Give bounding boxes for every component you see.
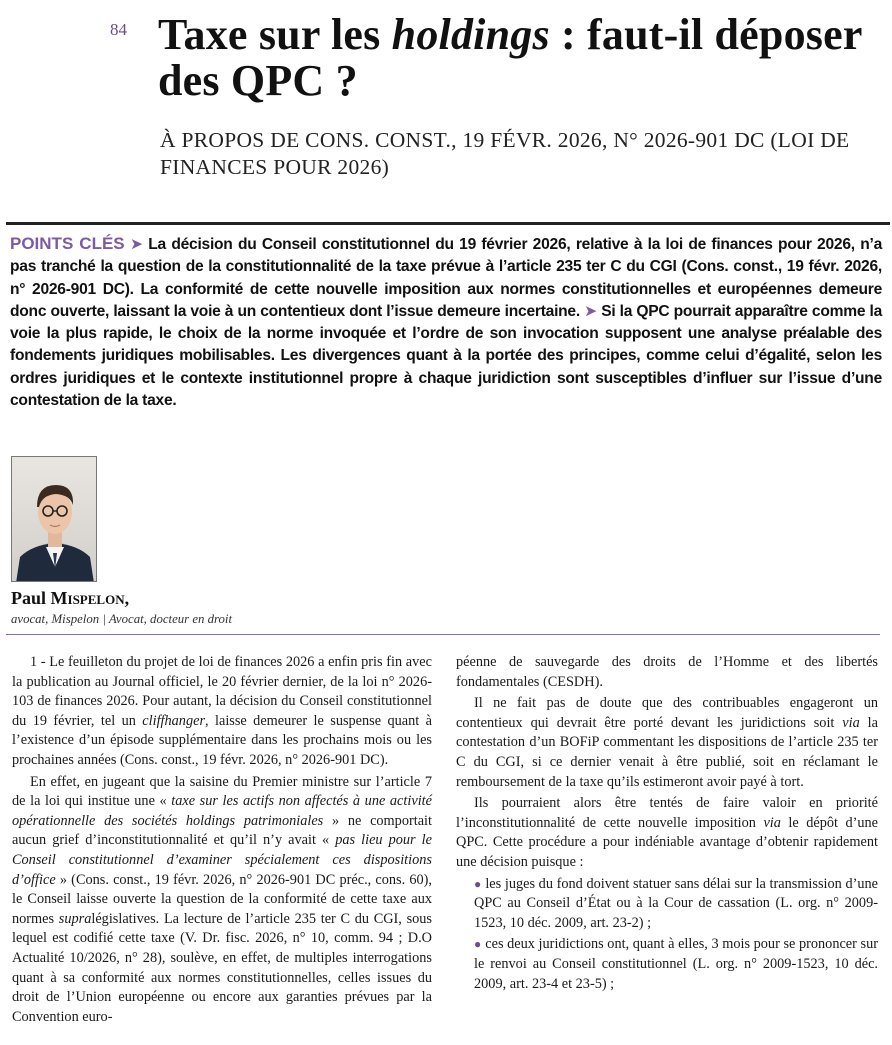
author-last-name: Mispelon	[50, 588, 125, 608]
p3-em: via	[842, 714, 860, 731]
bullet-item-2	[456, 935, 878, 994]
p2-em2: pas lieu pour le Conseil constitutionnel d’examiner spécialement ces dispositions d’office	[12, 832, 433, 888]
author-role: avocat, Mispelon | Avocat, docteur en droit	[11, 612, 233, 626]
p2-em3: supra	[58, 910, 92, 927]
title-italic-word: holdings	[391, 10, 550, 59]
top-divider	[6, 222, 890, 225]
p4-a: Ils pourraient alors être tentés de faire valoir en priorité l’inconstitutionnalité de cette nouvelle imposition	[456, 795, 878, 831]
body-column-right	[456, 653, 878, 996]
bullet-1-text: les juges du fond doivent statuer sans délai sur la transmission d’une QPC au Conseil d’État ou à la Cour de cassation (L. org. n° 2009-1523, 10 déc. 2009, art. 23-2) ;	[474, 875, 879, 931]
p2-a: En effet, en jugeant que la saisine du Premier ministre sur l’article 7 de la loi qui institue une «	[12, 773, 432, 810]
key-points-text-1: La décision du Conseil constitutionnel du 19 février 2026, relative à la loi de finances pour 2026, n’a pas tranché la question de la constitutionnalité de la taxe prévue à l’article 235 ter C du CGI (Cons. const., 19 févr. 2026, n° 2026-901 DC). La conformité de cette nouvelle imposition aux normes constitutionnelles et européennes demeure donc ouverte, laissant la voie à un contentieux dont l’issue demeure incertaine.	[10, 236, 882, 320]
p1-text: 1 - Le feuilleton du projet de loi de finances 2026 a enfin pris fin avec la publication au Journal officiel, le 20 février dernier, de la loi n° 2026-103 de finances 2026. Pour autant, la décision du Conseil constitutionnel du 19 février, tel un	[12, 654, 432, 729]
author-name-suffix: ,	[124, 588, 130, 608]
article-subtitle: À PROPOS DE CONS. CONST., 19 FÉVR. 2026, N° 2026-901 DC (LOI DE FINANCES POUR 2026)	[160, 128, 850, 179]
bullet-icon: ●	[474, 876, 482, 891]
bullet-2-text: ces deux juridictions ont, quant à elles, 3 mois pour se prononcer sur le renvoi au Conseil constitutionnel (L. org. n° 2009-1523, 10 déc. 2009, art. 23-4 et 23-5) ;	[474, 936, 878, 992]
title-part2: : faut-il déposer des QPC ?	[158, 10, 862, 105]
bullet-item-1	[456, 875, 878, 934]
author-photo	[11, 456, 97, 582]
author-divider	[6, 634, 880, 635]
p4-em: via	[763, 814, 781, 831]
p4-b: le dépôt d’une QPC. Cette procédure a pour indéniable avantage d’obtenir rapidement une décision puisque :	[456, 814, 878, 870]
key-points-block	[10, 233, 882, 412]
key-points-label: POINTS CLÉS	[10, 234, 125, 253]
p2-c: » (Cons. const., 19 févr. 2026, n° 2026-901 DC préc., cons. 60), le Conseil laisse ouverte la question de la conformité de cette taxe aux normes	[12, 871, 432, 927]
p2-d: législatives. La lecture de l’article 235 ter C du CGI, sous lequel est codifié cette taxe (V. Dr. fisc. 2026, n° 10, comm. 94 ; D.O Actualité 10/2026, n° 28), soulève, en effet, de multiples interrogations quant à sa conformité aux normes constitutionnelles, celles issues du droit de l’Union européenne ou encore aux garanties prévues par la Convention euro-	[12, 910, 432, 1025]
arrow-icon-2: ➤	[584, 302, 597, 320]
p3-b: la contestation d’un BOFiP commentant les dispositions de l’article 235 ter C du CGI, si ce dernier venait à être publié, soit en réclamant le remboursement de la taxe qu’ils estimeront avoir payé à tort.	[456, 714, 878, 790]
bullet-icon-2: ●	[474, 937, 482, 952]
arrow-icon: ➤	[130, 236, 143, 253]
author-name	[11, 588, 129, 609]
article-title	[158, 12, 878, 104]
p1-end: , laisse demeurer le suspense quant à l’existence d’un épisode supplémentaire dans les prochains mois ou les prochaines années (Cons. const., 19 févr. 2026, n° 2026-901 DC).	[12, 712, 432, 768]
p3-a: Il ne fait pas de doute que des contribuables engageront un contentieux qui devrait être porté devant les juridictions soit	[456, 695, 878, 731]
author-first-name: Paul	[11, 588, 51, 608]
paragraph-2	[12, 773, 432, 1028]
p1-italic: cliffhanger	[142, 712, 206, 729]
paragraph-3	[456, 694, 878, 792]
paragraph-4	[456, 794, 878, 872]
body-column-left	[12, 653, 432, 1029]
key-points-text-2: Si la QPC pourrait apparaître comme la voie la plus rapide, le choix de la norme invoquée et l’ordre de son invocation supposent une analyse préalable des fondements juridiques mobilisables. Les divergences quant à la portée des principes, comme celui d’égalité, selon les ordres juridiques et le contexte institutionnel propre à chaque juridiction sont susceptibles d’influer sur l’issue d’une contestation de la taxe.	[10, 302, 882, 410]
p2-em1: taxe sur les actifs non affectés à une activité opérationnelle des sociétés holdings patrimoniales	[12, 793, 432, 829]
title-part1: Taxe sur les	[158, 10, 392, 59]
article-number: 84	[110, 20, 127, 39]
p2-b: » ne comportait aucun grief d’inconstitutionnalité et qu’il n’y avait «	[12, 812, 433, 849]
paragraph-1	[12, 653, 432, 771]
paragraph-continuation: péenne de sauvegarde des droits de l’Homme et des libertés fondamentales (CESDH).	[456, 654, 878, 690]
